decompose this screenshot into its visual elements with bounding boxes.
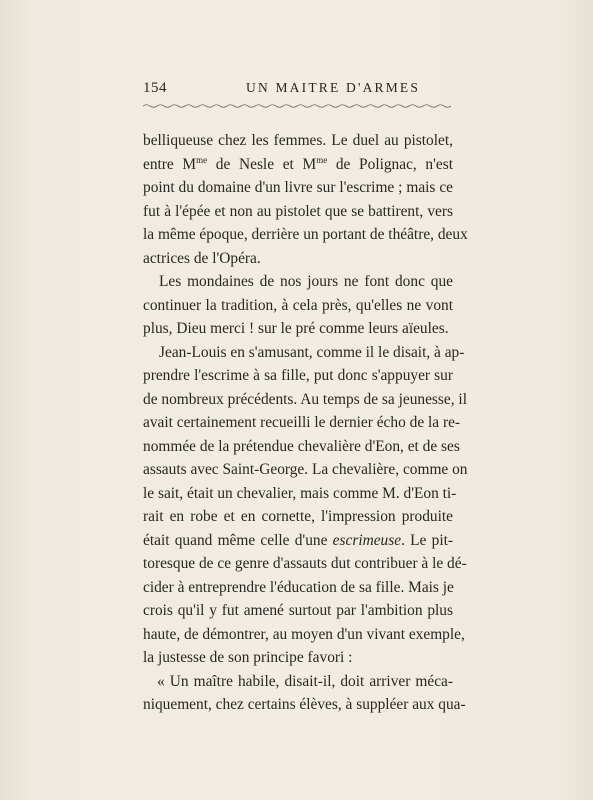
text-line: crois qu'il y fut amené surtout par l'ambition plus — [143, 602, 453, 619]
text-line: niquement, chez certains élèves, à suppléer aux qua- — [143, 696, 466, 713]
text-line: la justesse de son principe favori : — [143, 649, 353, 666]
text-line: plus, Dieu merci ! sur le pré comme leurs aïeules. — [143, 320, 449, 337]
text-line: fut à l'épée et non au pistolet que se battirent, vers — [143, 202, 453, 220]
text-line: était quand même celle d'une escrimeuse. Le pit- — [143, 531, 454, 549]
text-line: la même époque, derrière un portant de théâtre, deux — [143, 226, 468, 243]
text-line: actrices de l'Opéra. — [143, 249, 261, 267]
text-line: avait certainement recueilli le dernier écho de la re- — [143, 414, 461, 431]
text-line: nommée de la prétendue chevalière d'Eon, et de ses — [143, 437, 460, 455]
text-line: belliqueuse chez les femmes. Le duel au pistolet, — [143, 132, 453, 149]
text-line: assauts avec Saint-George. La chevalière, comme on — [143, 461, 468, 478]
text-line: Jean-Louis en s'amusant, comme il le disait, à ap- — [159, 343, 465, 361]
text-line: « Un maître habile, disait-il, doit arriver méca- — [157, 672, 453, 690]
page-header — [143, 80, 453, 100]
running-title: UN MAITRE D'ARMES — [246, 80, 421, 95]
header-ornamental-rule — [143, 103, 451, 109]
text-line: Les mondaines de nos jours ne font donc que — [159, 273, 453, 290]
text-line: de nombreux précédents. Au temps de sa jeunesse, il — [143, 390, 467, 408]
text-line: entre $M^{me}$ de Nesle et $M^{me}$ de Polignac, n'est — [143, 154, 454, 173]
text-line: prendre l'escrime à sa fille, put donc s'appuyer sur — [143, 367, 453, 384]
text-line: continuer la tradition, à cela près, qu'elles ne vont — [143, 296, 453, 314]
body-text — [143, 129, 468, 717]
text-line: le sait, était un chevalier, mais comme M. d'Eon ti- — [143, 484, 457, 502]
text-line: toresque de ce genre d'assauts dut contribuer à le dé- — [143, 555, 467, 572]
text-line: point du domaine d'un livre sur l'escrime ; mais ce — [143, 179, 453, 196]
text-line: rait en robe et en cornette, l'impression produite — [143, 508, 453, 525]
text-line: haute, de démontrer, au moyen d'un vivant exemple, — [143, 625, 465, 643]
text-line: cider à entreprendre l'éducation de sa fille. Mais je — [143, 578, 454, 596]
page-number: 154 — [143, 80, 167, 96]
